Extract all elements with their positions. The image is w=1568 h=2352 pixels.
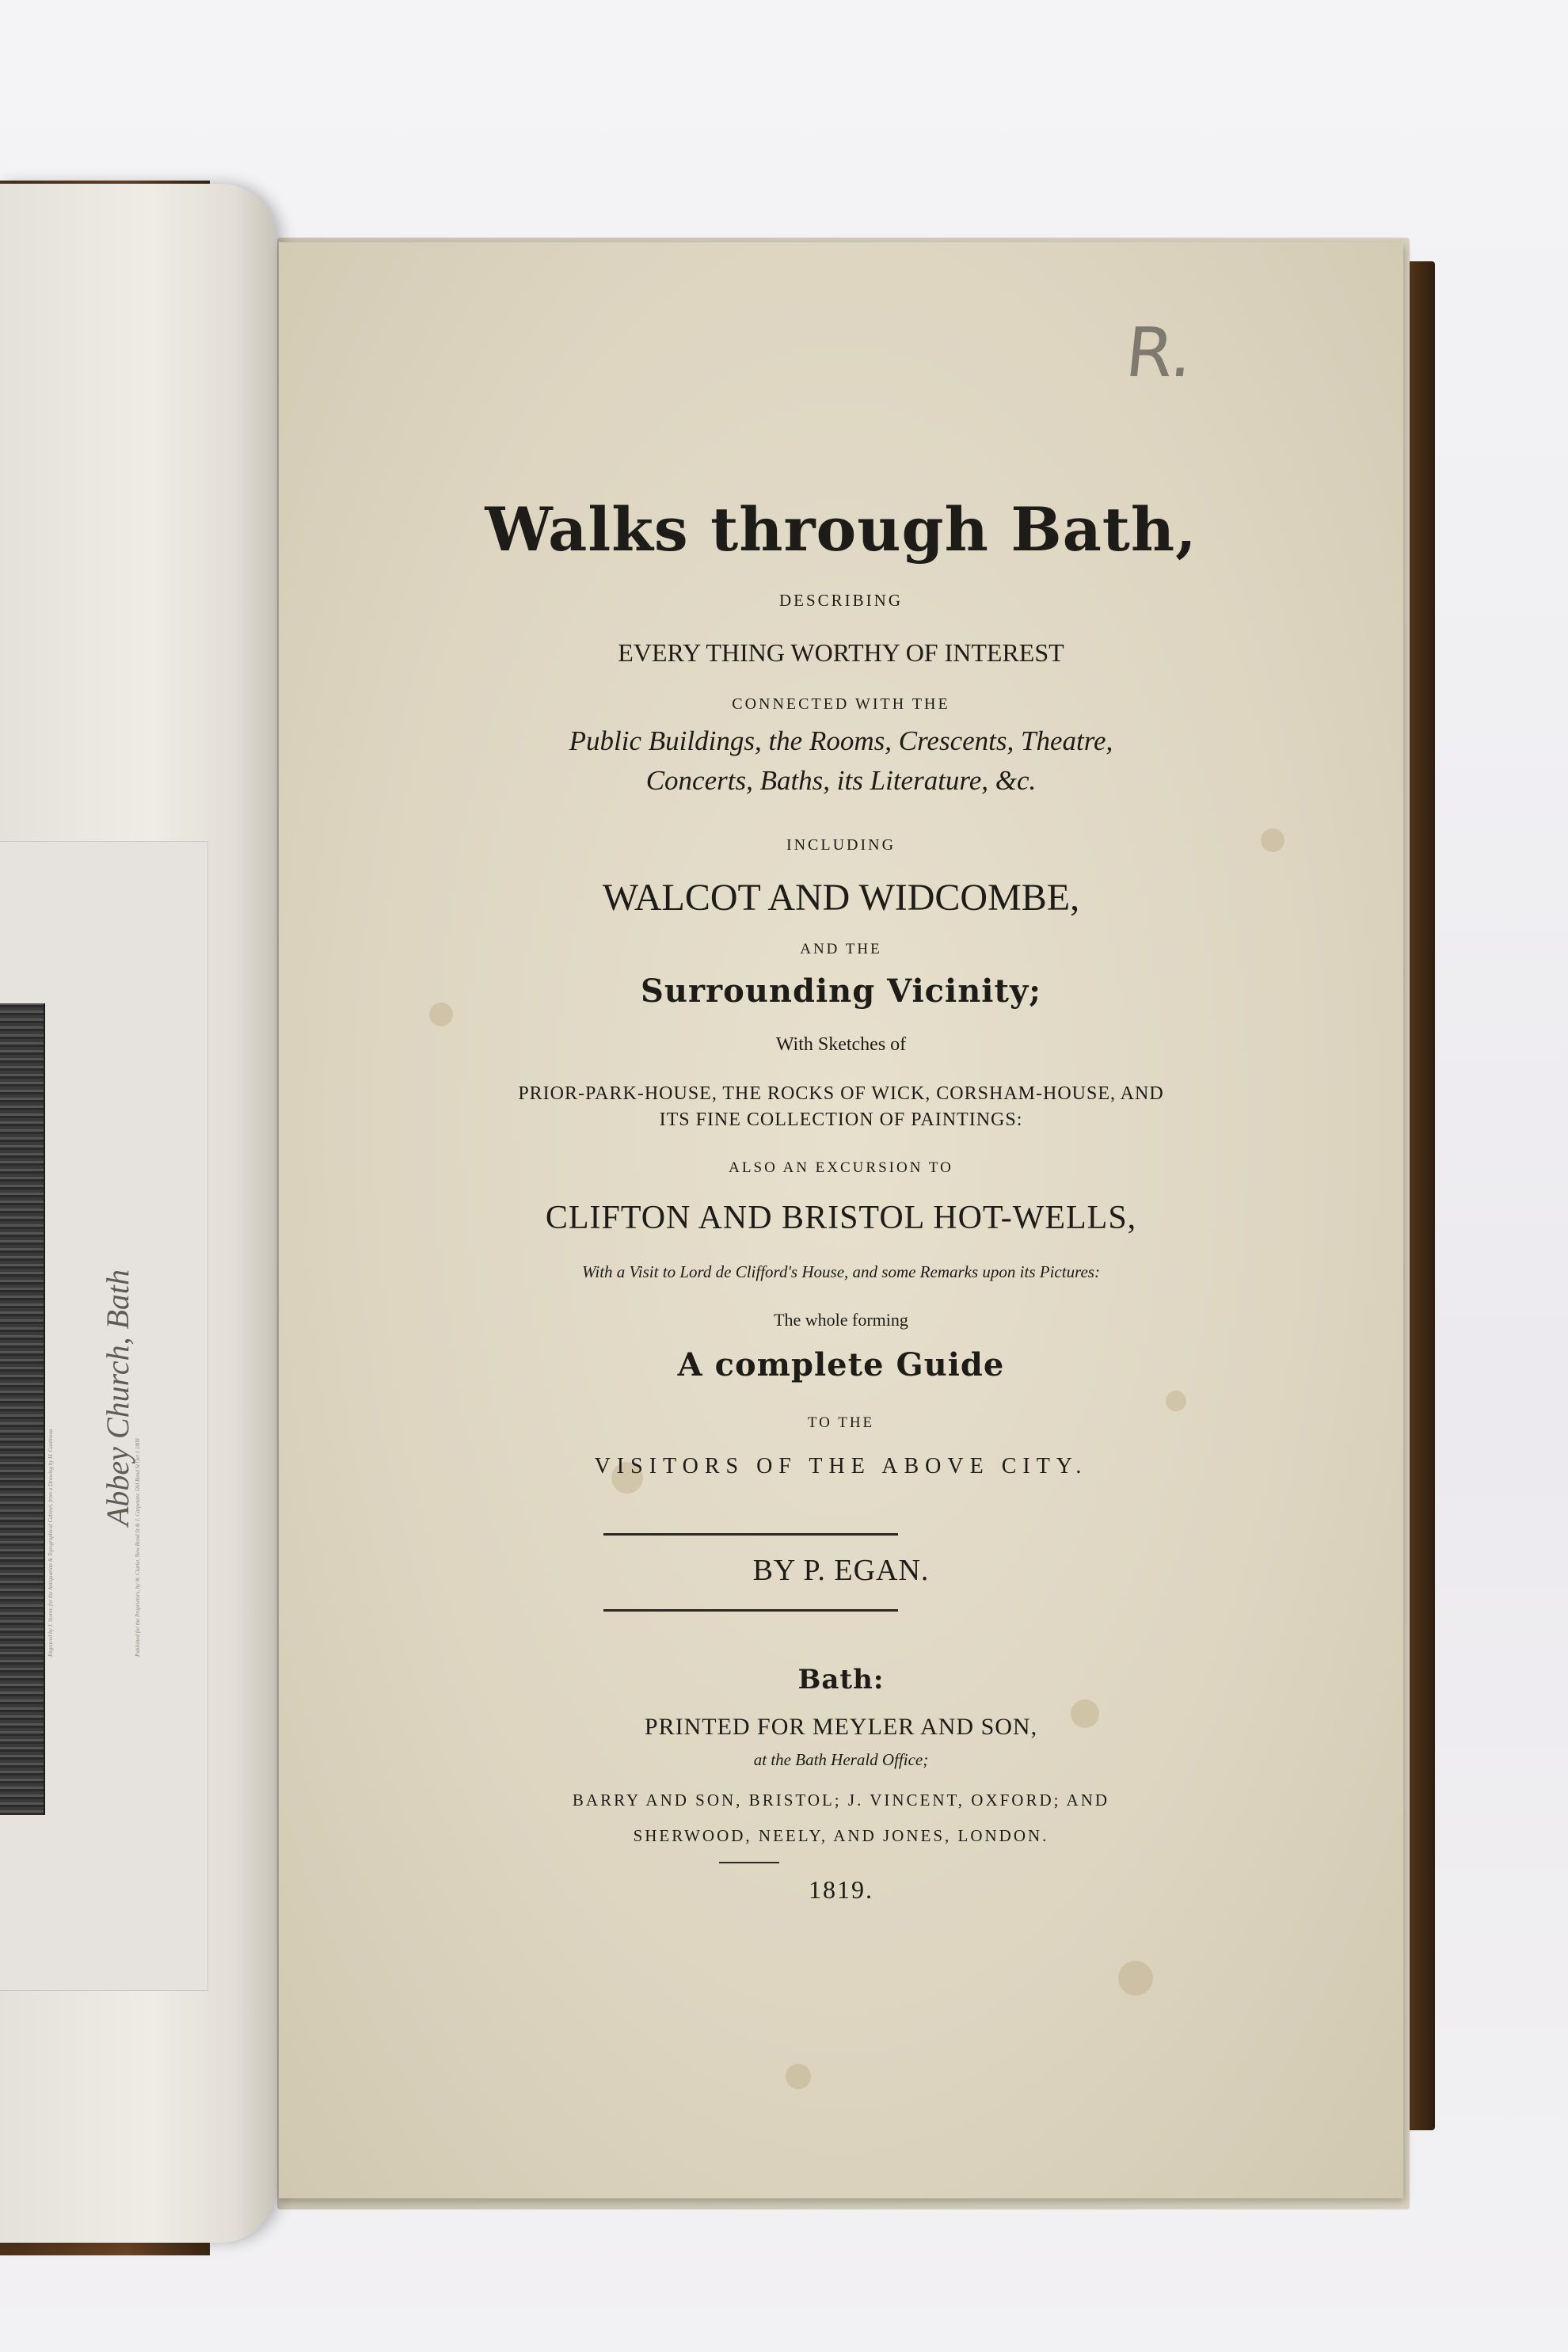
title-page-text [279,242,1403,2198]
author-rule-top [603,1533,898,1536]
walcot-line: WALCOT AND WIDCOMBE, [602,877,1080,919]
year-line: 1819. [809,1875,873,1904]
year-rule [719,1862,779,1863]
clifton-line: CLIFTON AND BRISTOL HOT-WELLS, [545,1200,1137,1236]
describing-line: DESCRIBING [778,591,903,610]
connected-line: CONNECTED WITH THE [732,695,950,713]
complete-guide-line: A complete Guide [677,1346,1005,1383]
author-line: BY P. EGAN. [752,1554,930,1587]
prior-park-line2: ITS FINE COLLECTION OF PAINTINGS: [659,1109,1023,1130]
visitors-line: VISITORS OF THE ABOVE CITY. [594,1454,1088,1479]
engraver-line: Engraved by J. Storer, for the Antiquarian & Topographical Cabinet, from a Drawing by H. Gastineau [48,1429,54,1657]
engraving-image [0,1003,45,1815]
surrounding-vicinity: Surrounding Vicinity; [641,972,1041,1010]
including-line: INCLUDING [786,836,896,854]
prior-park-line1: PRIOR-PARK-HOUSE, THE ROCKS OF WICK, CORSHAM-HOUSE, AND [518,1083,1164,1104]
publisher-line: Published for the Proprietors, by W. Clarke, New Bond St & J. Carpenter, Old Bond St Oct 1 1808 [135,1438,141,1657]
plate-caption: Abbey Church, Bath [100,1269,135,1526]
pencil-annotation: R. [1121,314,1197,393]
every-thing-line: EVERY THING WORTHY OF INTEREST [618,638,1064,667]
title-page [279,242,1403,2198]
public-buildings-line2: Concerts, Baths, its Literature, &c. [645,765,1037,796]
barry-line: BARRY AND SON, BRISTOL; J. VINCENT, OXFORD; AND [572,1791,1110,1810]
place-line: Bath: [797,1664,885,1695]
herald-line: at the Bath Herald Office; [753,1750,929,1769]
to-the-line: TO THE [807,1414,875,1431]
sketches-line: With Sketches of [775,1034,907,1055]
public-buildings-line1: Public Buildings, the Rooms, Crescents, Theatre, [569,725,1113,756]
and-the-line: AND THE [800,941,882,957]
visit-line: With a Visit to Lord de Clifford's House, and some Remarks upon its Pictures: [582,1262,1100,1281]
excursion-line: ALSO AN EXCURSION TO [729,1159,953,1176]
whole-forming-line: The whole forming [774,1310,908,1330]
sherwood-line: SHERWOOD, NEELY, AND JONES, LONDON. [633,1826,1049,1845]
author-rule-bottom [603,1609,898,1612]
printed-for-line: PRINTED FOR MEYLER AND SON, [644,1714,1038,1740]
book-title: Walks through Bath, [485,494,1197,565]
